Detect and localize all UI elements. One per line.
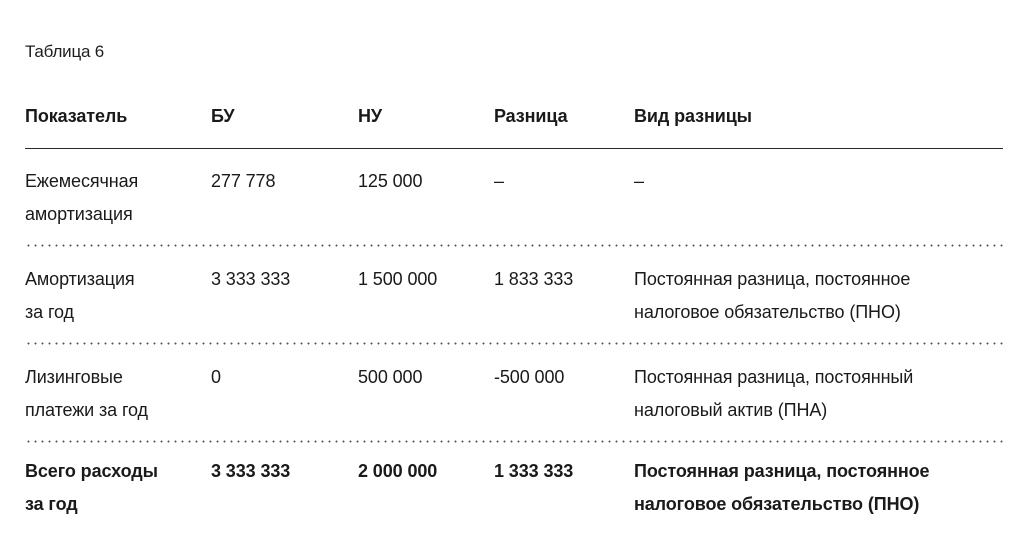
cell-difference: 1 833 333 [494,269,574,289]
cell-line: Постоянная разница, постоянное [634,269,911,289]
cell-difference-type [634,263,1003,345]
cell-bu: 0 [211,367,221,387]
header-nu: НУ [358,106,382,126]
cell-difference-type [634,361,1003,443]
cell-line: Ежемесячная [25,171,139,191]
cell-line: Лизинговые [25,367,123,387]
cell-line: – [634,171,644,191]
table-row [25,345,1003,443]
cell-nu: 500 000 [358,367,423,387]
cell-line: платежи за год [25,400,148,420]
cell-indicator [25,263,211,345]
cell-line: за год [25,302,74,322]
cell-bu: 277 778 [211,171,276,191]
cell-line: Всего расходы [25,461,158,481]
cell-bu: 3 333 333 [211,269,291,289]
cell-indicator [25,361,211,443]
cell-indicator [25,455,211,537]
data-table [25,100,1003,537]
cell-indicator [25,165,211,247]
cell-line: налоговое обязательство (ПНО) [634,494,920,514]
cell-nu: 125 000 [358,171,423,191]
table-row [25,149,1003,247]
table-row [25,247,1003,345]
table-caption: Таблица 6 [25,42,105,61]
cell-difference: 1 333 333 [494,461,574,481]
header-difference-type: Вид разницы [634,106,752,126]
table-header-row [25,100,1003,149]
cell-difference-type [634,455,1003,537]
cell-difference: – [494,171,504,191]
cell-line: Постоянная разница, постоянный [634,367,914,387]
cell-line: налоговое обязательство (ПНО) [634,302,901,322]
header-indicator: Показатель [25,106,128,126]
cell-line: за год [25,494,78,514]
cell-bu: 3 333 333 [211,461,291,481]
table-total-row [25,443,1003,537]
header-difference: Разница [494,106,568,126]
cell-nu: 2 000 000 [358,461,438,481]
cell-line: Постоянная разница, постоянное [634,461,930,481]
cell-difference: -500 000 [494,367,565,387]
cell-line: налоговый актив (ПНА) [634,400,828,420]
cell-difference-type [634,165,1003,247]
cell-line: амортизация [25,204,133,224]
cell-line: Амортизация [25,269,135,289]
header-bu: БУ [211,106,235,126]
cell-nu: 1 500 000 [358,269,438,289]
